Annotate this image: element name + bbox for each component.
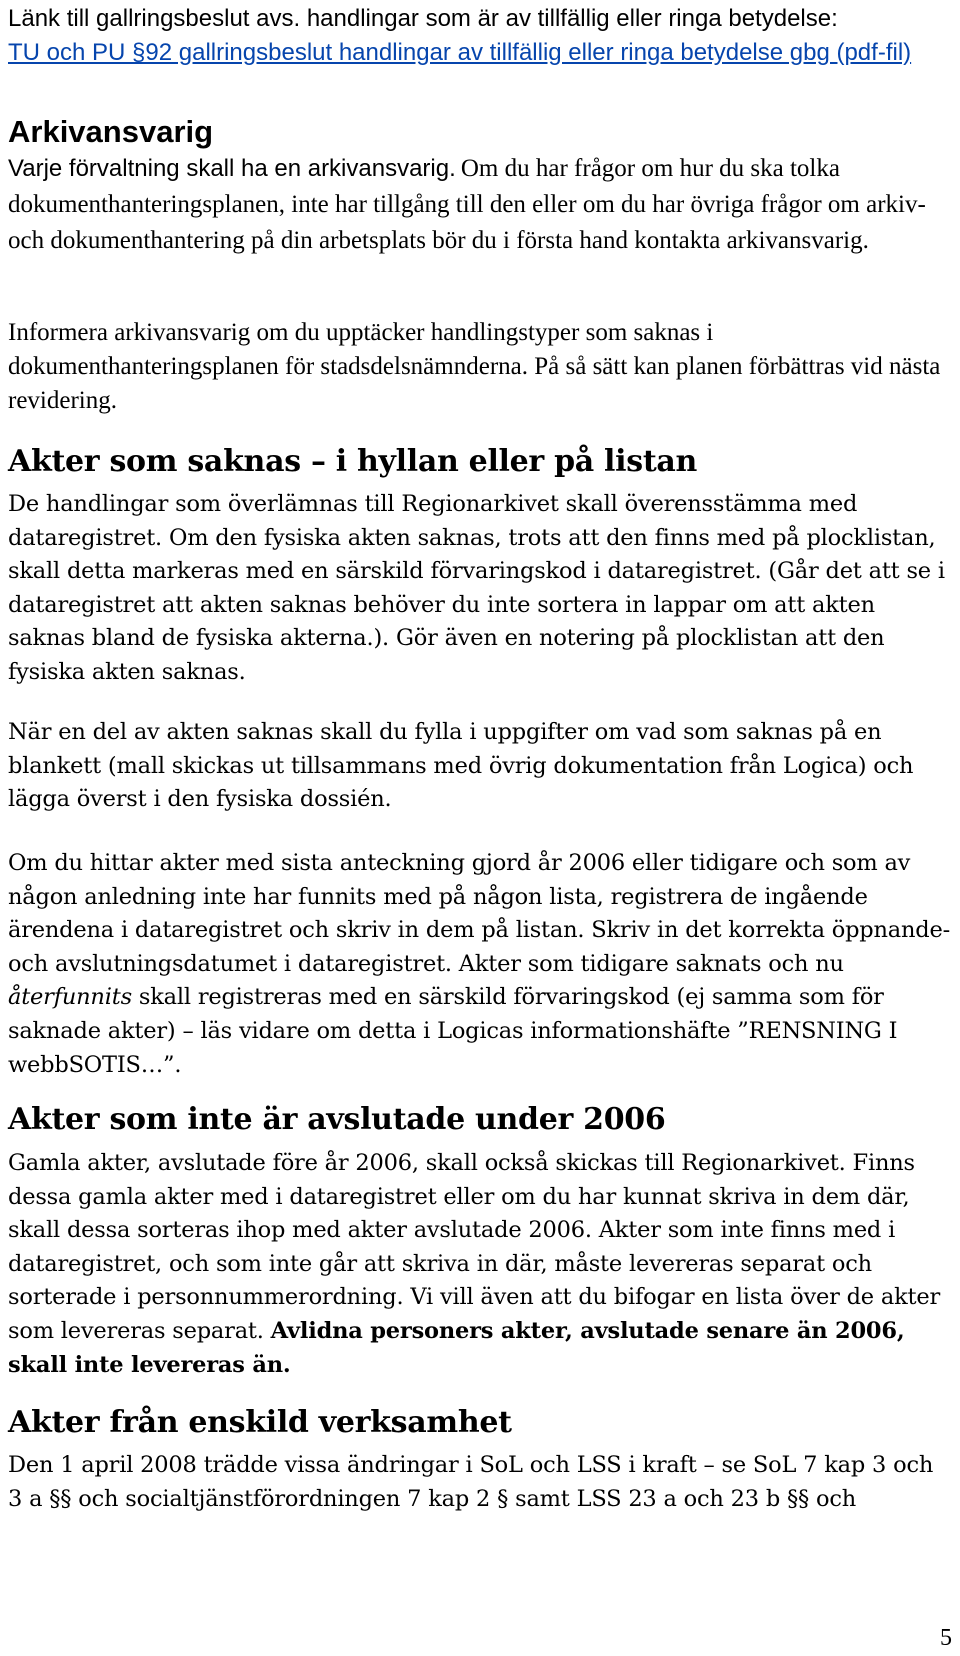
gallring-intro-text: Länk till gallringsbeslut avs. handlingar som är av tillfällig eller ringa betydelse: bbox=[8, 5, 838, 32]
ej-avslutade-paragraph bbox=[8, 1147, 953, 1382]
saknas-p3-emphasis: återfunnits bbox=[8, 984, 132, 1011]
heading-arkivansvarig: Arkivansvarig bbox=[8, 114, 214, 149]
saknas-p3-a: Om du hittar akter med sista anteckning gjord år 2006 eller tidigare och som av någon anledning inte har funnits med på någon lista, registrera de ingående ärendena i dataregistret och skriv in dem på listan. Skriv in det korrekta öppnande- och avslutningsdatumet i dataregistret. Akter som tidigare saknats och nu bbox=[8, 850, 951, 977]
arkivansvarig-paragraph-2: Informera arkivansvarig om du upptäcker handlingstyper som saknas i dokumenthanteringsplanen för stadsdelsnämnderna. På så sätt kan planen förbättras vid nästa revidering. bbox=[8, 319, 941, 414]
heading-enskild-verksamhet: Akter från enskild verksamhet bbox=[8, 1405, 512, 1440]
gallring-intro bbox=[8, 2, 953, 70]
saknas-paragraph-1: De handlingar som överlämnas till Regionarkivet skall överensstämma med dataregistret. Om den fysiska akten saknas, trots att den finns med på plocklistan, skall detta markeras med en särskild förvaringskod i dataregistret. (Går det att se i dataregistret att akten saknas behöver du inte sortera in lappar om att akten saknas bland de fysiska akterna.). Gör även en notering på plocklistan att den fysiska akten saknas. bbox=[8, 491, 945, 685]
arkivansvarig-p1-rest: Om du har frågor om hur du ska tolka dokumenthanteringsplanen, inte har tillgång till den eller om du har övriga frågor om arkiv- och dokumenthantering på din arbetsplats bör du i första hand kontakta arkivansvarig. bbox=[8, 155, 926, 254]
enskild-paragraph: Den 1 april 2008 trädde vissa ändringar i SoL och LSS i kraft – se SoL 7 kap 3 och 3 a §§ och socialtjänstförordningen 7 kap 2 § samt LSS 23 a och 23 b §§ och bbox=[8, 1452, 934, 1512]
page-number: 5 bbox=[940, 1625, 952, 1651]
ej-avslutade-p1-bold: Avlidna personers akter, avslutade senare än 2006, skall inte levereras än. bbox=[8, 1317, 905, 1378]
arkivansvarig-p1-lead: Varje förvaltning skall ha en arkivansvarig. bbox=[8, 155, 456, 182]
heading-akter-som-saknas: Akter som saknas – i hyllan eller på listan bbox=[8, 444, 698, 479]
ej-avslutade-p1-text: Gamla akter, avslutade före år 2006, skall också skickas till Regionarkivet. Finns dessa gamla akter med i dataregistret eller om du har kunnat skriva in dem där, skall dessa sorteras ihop med akter avslutade 2006. Akter som inte finns med i dataregistret, och som inte går att skriva in där, måste levereras separat och sorterade i personnummerordning. Vi vill även att du bifogar en lista över de akter som levereras separat. bbox=[8, 1150, 941, 1344]
saknas-paragraph-2: När en del av akten saknas skall du fylla i uppgifter om vad som saknas på en blankett (mall skickas ut tillsammans med övrig dokumentation från Logica) och lägga överst i den fysiska dossién. bbox=[8, 719, 914, 813]
saknas-paragraph-3 bbox=[8, 847, 953, 1082]
arkivansvarig-paragraph-1 bbox=[8, 152, 953, 260]
gallringsbeslut-link[interactable]: TU och PU §92 gallringsbeslut handlingar av tillfällig eller ringa betydelse gbg (pdf-fil) bbox=[8, 39, 912, 66]
saknas-p3-b: skall registreras med en särskild förvaringskod (ej samma som för saknade akter) – läs vidare om detta i Logicas informationshäfte ”RENSNING I webbSOTIS…”. bbox=[8, 984, 898, 1078]
heading-akter-ej-avslutade: Akter som inte är avslutade under 2006 bbox=[8, 1102, 666, 1137]
